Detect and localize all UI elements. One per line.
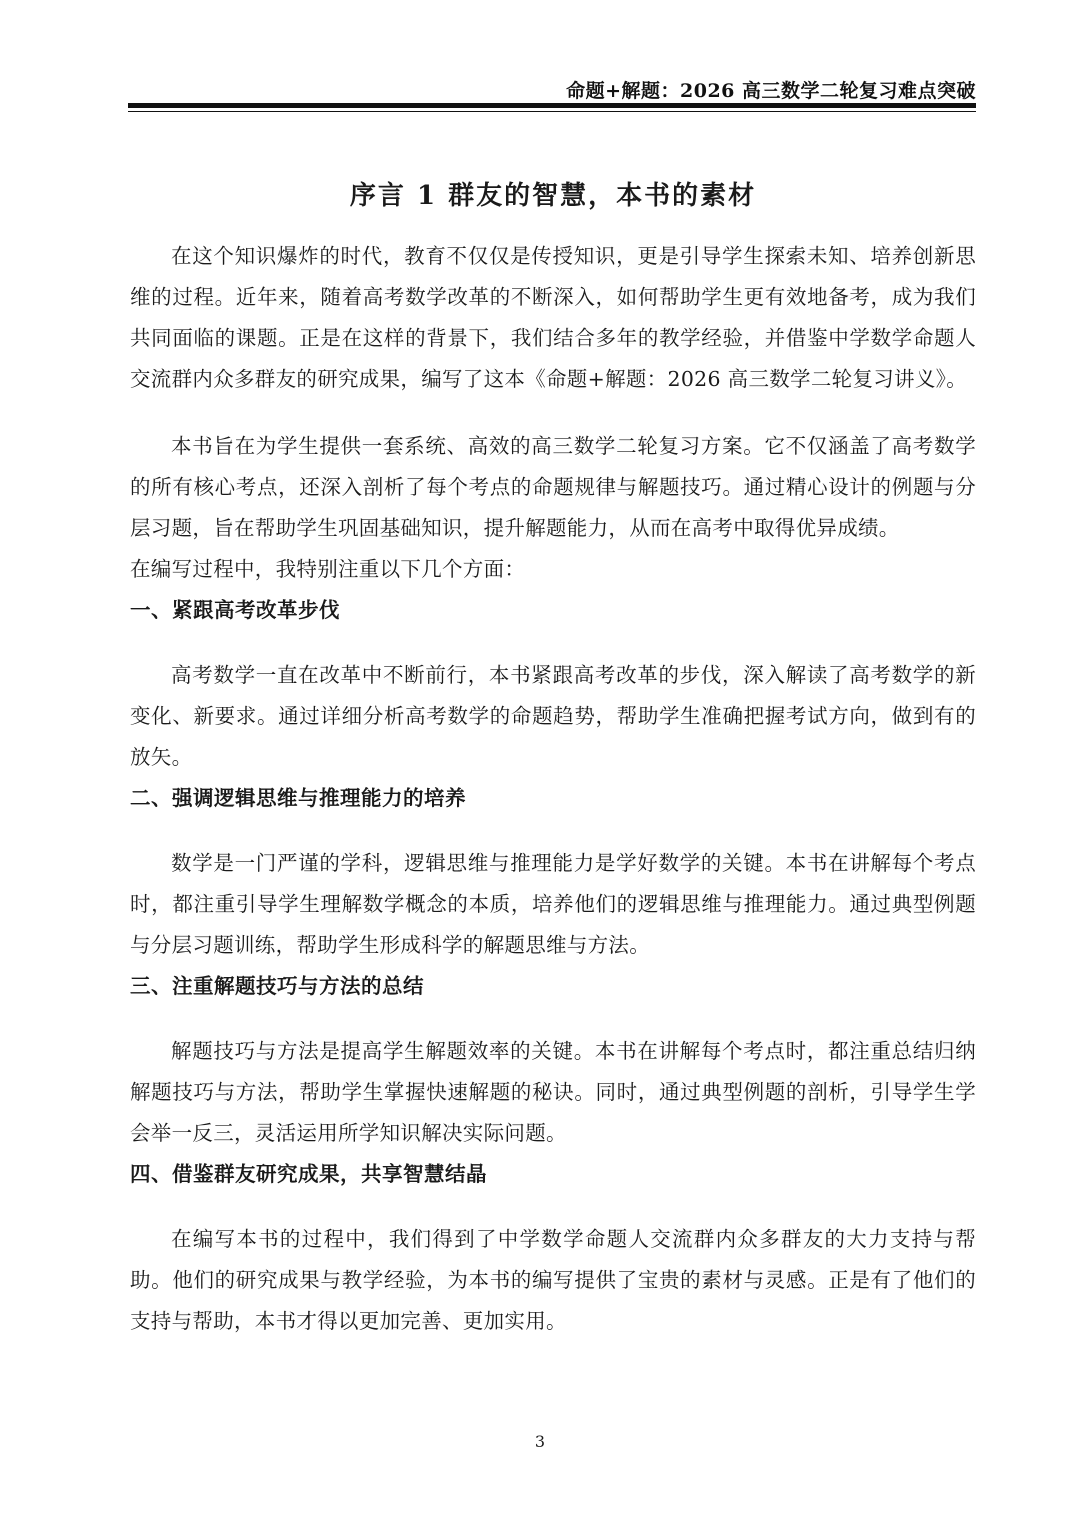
chapter-title: 序言 1 群友的智慧，本书的素材 <box>349 181 757 211</box>
intro-paragraph-3: 在编写过程中，我特别注重以下几个方面： <box>130 557 526 581</box>
page-number: 3 <box>534 1432 546 1451</box>
section-heading-1: 一、紧跟高考改革步伐 <box>130 598 340 622</box>
intro-paragraph-2: 本书旨在为学生提供一套系统、高效的高三数学二轮复习方案。它不仅涵盖了高考数学的所有核心考点，还深入剖析了每个考点的命题规律与解题技巧。通过精心设计的例题与分层习题，旨在帮助学生巩固基础知识，提升解题能力，从而在高考中取得优异成绩。 <box>130 434 976 540</box>
intro-paragraph-1: 在这个知识爆炸的时代，教育不仅仅是传授知识，更是引导学生探索未知、培养创新思维的过程。近年来，随着高考数学改革的不断深入，如何帮助学生更有效地备考，成为我们共同面临的课题。正是在这样的背景下，我们结合多年的教学经验，并借鉴中学数学命题人交流群内众多群友的研究成果，编写了这本《命题+解题：2026 高三数学二轮复习讲义》。 <box>130 244 976 391</box>
header-rule-thick <box>128 103 976 108</box>
running-header: 命题+解题：2026 高三数学二轮复习难点突破 <box>566 80 976 102</box>
header-rule-thin <box>128 111 976 112</box>
section-body-3: 解题技巧与方法是提高学生解题效率的关键。本书在讲解每个考点时，都注重总结归纳解题技巧与方法，帮助学生掌握快速解题的秘诀。同时，通过典型例题的剖析，引导学生学会举一反三，灵活运用所学知识解决实际问题。 <box>130 1039 976 1145</box>
section-body-2: 数学是一门严谨的学科，逻辑思维与推理能力是学好数学的关键。本书在讲解每个考点时，都注重引导学生理解数学概念的本质，培养他们的逻辑思维与推理能力。通过典型例题与分层习题训练，帮助学生形成科学的解题思维与方法。 <box>130 851 976 957</box>
section-body-1: 高考数学一直在改革中不断前行，本书紧跟高考改革的步伐，深入解读了高考数学的新变化、新要求。通过详细分析高考数学的命题趋势，帮助学生准确把握考试方向，做到有的放矢。 <box>130 663 976 769</box>
page-content <box>130 170 976 1342</box>
section-body-4: 在编写本书的过程中，我们得到了中学数学命题人交流群内众多群友的大力支持与帮助。他们的研究成果与教学经验，为本书的编写提供了宝贵的素材与灵感。正是有了他们的支持与帮助，本书才得以更加完善、更加实用。 <box>130 1227 976 1333</box>
section-heading-3: 三、注重解题技巧与方法的总结 <box>130 974 424 998</box>
section-heading-2: 二、强调逻辑思维与推理能力的培养 <box>130 786 466 810</box>
section-heading-4: 四、借鉴群友研究成果，共享智慧结晶 <box>130 1162 487 1186</box>
